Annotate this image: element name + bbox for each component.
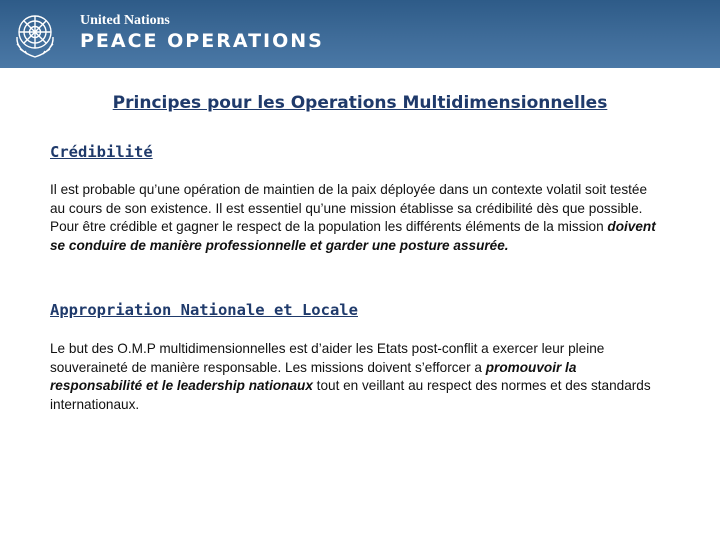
un-emblem-icon [8,7,62,61]
section-paragraph-appropriation [50,340,665,414]
section-paragraph-credibilite [50,181,665,255]
page-title: Principes pour les Operations Multidimensionnelles [112,93,608,113]
header-band [0,0,720,68]
org-name: United Nations [80,13,170,28]
paragraph-text: Le but des O.M.P multidimensionnelles est d’aider les Etats post-conflit a exercer leur pleine souveraineté de manière responsable. Les missions doivent s’efforcer a [50,341,605,375]
section-heading-appropriation: Appropriation Nationale et Locale [50,301,358,319]
section-heading-credibilite: Crédibilité [50,143,153,161]
paragraph-text-end: tout en veillant au respect des normes et des standards internationaux. [50,378,651,412]
paragraph-text: Il est probable qu’une opération de maintien de la paix déployée dans un contexte volatil soit testée au cours de son existence. Il est essentiel qu’une mission établisse sa crédibilité dès que possible. Pour être crédible et gagner le respect de la population les différents éléments de la mission [50,182,648,234]
paragraph-emphasis: promouvoir la responsabilité et le leadership nationaux [50,359,577,393]
brand-title: PEACE OPERATIONS [80,30,324,52]
paragraph-emphasis: doivent se conduire de manière professionnelle et garder une posture assurée. [50,219,656,253]
